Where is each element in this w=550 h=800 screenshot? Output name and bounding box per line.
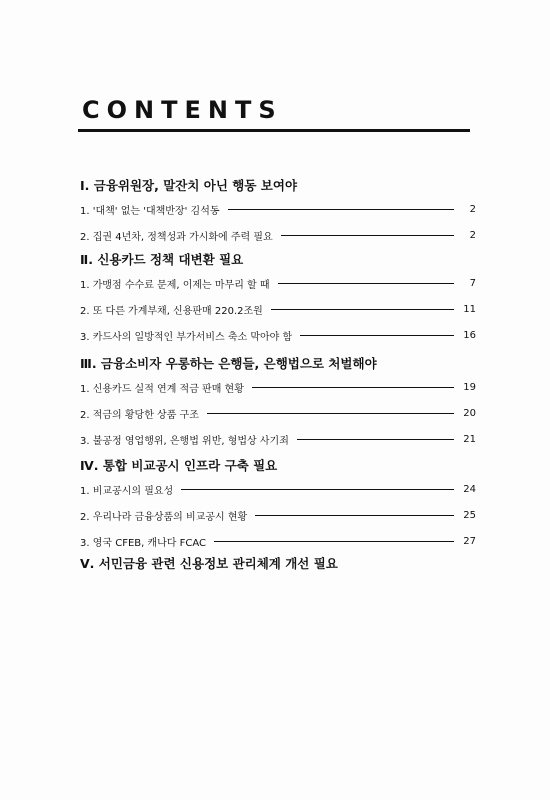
section-heading: Ⅴ. 서민금융 관련 신용정보 관리체계 개선 필요 — [80, 556, 338, 571]
leader-line — [297, 439, 454, 440]
toc-entry-page: 2 — [469, 203, 476, 215]
toc-entry-page: 25 — [463, 509, 476, 521]
toc-entry-page: 7 — [469, 277, 476, 289]
toc-entry-page: 19 — [463, 381, 476, 393]
toc-entry-page: 20 — [463, 407, 476, 419]
toc-section-2 — [80, 250, 480, 348]
leader-line — [207, 413, 454, 414]
toc-section-3 — [80, 354, 480, 452]
toc-entry-page: 27 — [463, 535, 476, 547]
leader-line — [228, 209, 454, 210]
toc-entry-text: 1. '대책' 없는 '대책반장' 김석동 — [80, 205, 220, 217]
toc-entry-page: 16 — [463, 329, 476, 341]
toc-entry[interactable] — [80, 528, 476, 554]
leader-line — [214, 541, 454, 542]
toc-entry-text: 2. 집권 4년차, 정책성과 가시화에 주력 필요 — [80, 231, 273, 243]
section-heading: Ⅲ. 금융소비자 우롱하는 은행들, 은행법으로 처벌해야 — [80, 356, 377, 371]
toc-entry[interactable] — [80, 222, 476, 248]
title-underline — [78, 129, 470, 132]
toc-entry[interactable] — [80, 196, 476, 222]
toc-entry[interactable] — [80, 322, 476, 348]
toc-entry-text: 3. 영국 CFEB, 캐나다 FCAC — [80, 537, 207, 549]
toc-section-4 — [80, 456, 480, 554]
toc-entry-page: 11 — [463, 303, 476, 315]
section-heading: Ⅰ. 금융위원장, 말잔치 아닌 행동 보여야 — [80, 178, 298, 193]
leader-line — [271, 309, 454, 310]
toc-entry[interactable] — [80, 374, 476, 400]
section-heading: Ⅱ. 신용카드 정책 대변환 필요 — [80, 252, 244, 267]
toc-entry-text: 1. 신용카드 실적 연계 적금 판매 현황 — [80, 383, 244, 395]
leader-line — [252, 387, 454, 388]
toc-entry-page: 24 — [463, 483, 476, 495]
leader-line — [281, 235, 454, 236]
toc-entry[interactable] — [80, 296, 476, 322]
toc-entry-text: 3. 카드사의 일방적인 부가서비스 축소 막아야 함 — [80, 331, 293, 343]
toc-section-5 — [80, 554, 480, 574]
toc-entry[interactable] — [80, 426, 476, 452]
page-title: CONTENTS — [82, 96, 283, 124]
toc-entry-text: 2. 또 다른 가계부채, 신용판매 220.2조원 — [80, 305, 263, 317]
toc-entry-text: 3. 불공정 영업행위, 은행법 위반, 형법상 사기죄 — [80, 435, 289, 447]
toc-entry-page: 2 — [469, 229, 476, 241]
leader-line — [255, 515, 454, 516]
leader-line — [278, 283, 454, 284]
toc-entry[interactable] — [80, 270, 476, 296]
toc-entry-text: 2. 적금의 황당한 상품 구조 — [80, 409, 199, 421]
leader-line — [300, 335, 454, 336]
toc-section-1 — [80, 176, 480, 248]
toc-entry-text: 1. 가맹점 수수료 문제, 이제는 마무리 할 때 — [80, 279, 270, 291]
toc-entry-text: 1. 비교공시의 필요성 — [80, 485, 174, 497]
toc-entry-page: 21 — [463, 433, 476, 445]
toc-entry-text: 2. 우리나라 금융상품의 비교공시 현황 — [80, 511, 248, 523]
toc-entry[interactable] — [80, 502, 476, 528]
leader-line — [181, 489, 454, 490]
toc-entry[interactable] — [80, 476, 476, 502]
section-heading: Ⅳ. 통합 비교공시 인프라 구축 필요 — [80, 458, 278, 473]
toc-entry[interactable] — [80, 400, 476, 426]
